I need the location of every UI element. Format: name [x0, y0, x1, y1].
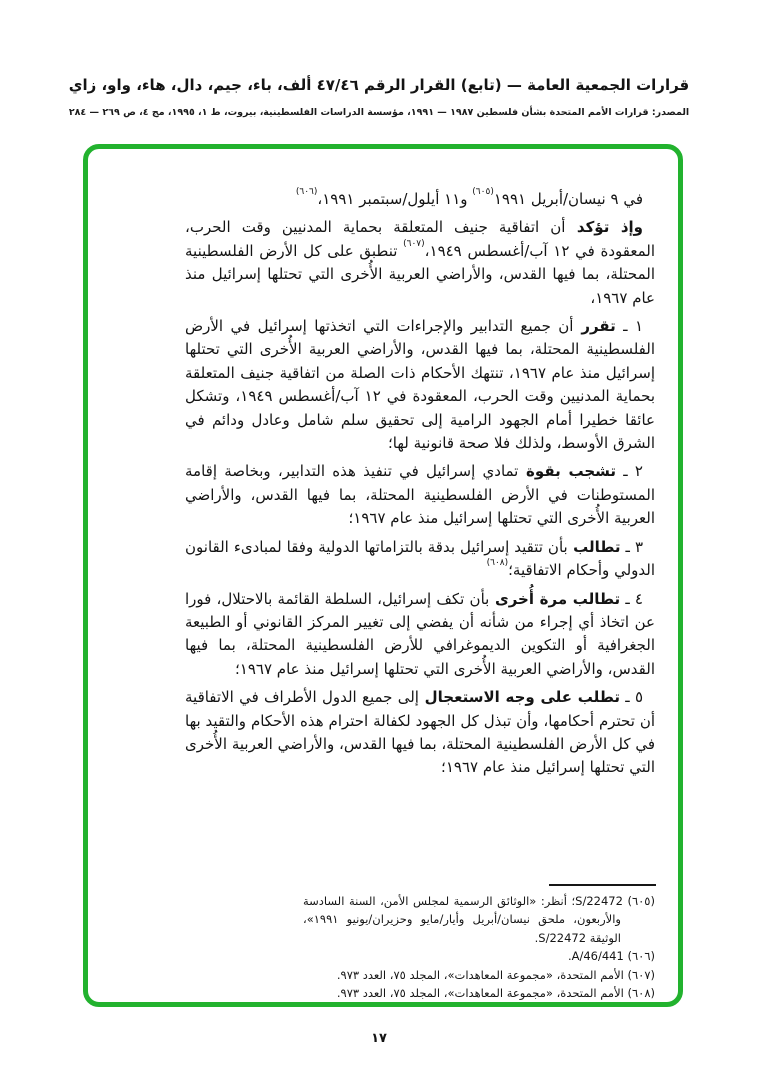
paragraph-lead: تطالب [567, 537, 621, 556]
paragraph [185, 460, 655, 530]
paragraph-text: تنطبق على كل الأرض الفلسطينية المحتلة، بما فيها القدس، والأراضي العربية الأُخرى التي تحتلها إسرائيل منذ عام ١٩٦٧، [185, 241, 655, 307]
paragraph [185, 588, 655, 682]
footnote-ref: (٦٠٨) [486, 558, 509, 569]
paragraph-text: ٥ ـ [619, 688, 643, 707]
paragraph [185, 536, 655, 583]
paragraph-lead: تقرر [573, 317, 616, 336]
footnote: (٦٠٥) S/22472؛ أنظر: «الوثائق الرسمية لمجلس الأمن، السنة السادسة والأربعون، ملحق نيسان/أبريل وأيار/مايو وحزيران/يونيو ١٩٩١»، الوثيقة S/22472. [303, 894, 655, 945]
paragraph-text: ١ ـ [615, 317, 643, 336]
footnote-ref: (٦٠٦) [295, 187, 318, 197]
paragraph-text: تمادي إسرائيل في تنفيذ هذه التدابير، وبخاصة إقامة المستوطنات في الأرض الفلسطينية المحتلة، بما فيها القدس، والأراضي العربية الأُخرى التي تحتلها إسرائيل منذ عام ١٩٦٧؛ [185, 462, 655, 528]
paragraph-text: بأن تكف إسرائيل، السلطة القائمة بالاحتلال، فورا عن اتخاذ أي إجراء من شأنه أن يفضي إلى تغيير المركز القانوني أو الطبيعة الجغرافية أو التكوين الديموغرافي للأرض الفلسطينية المحتلة، بما فيها القدس، والأراضي العربية الأُخرى التي تحتلها إسرائيل منذ عام ١٩٦٧؛ [185, 589, 655, 678]
footnote: (٦٠٨) الأمم المتحدة، «مجموعة المعاهدات»، المجلد ٧٥، العدد ٩٧٣. [336, 986, 655, 1001]
resolution-body [185, 188, 655, 785]
paragraph [185, 216, 655, 310]
paragraph-text: و١١ أيلول/سبتمبر ١٩٩١، [317, 190, 473, 208]
paragraph-lead: تطلب على وجه الاستعجال [418, 688, 620, 707]
paragraph [185, 188, 655, 211]
paragraph-text: أن جميع التدابير والإجراءات التي اتخذتها إسرائيل في الأرض الفلسطينية المحتلة، بما فيها القدس، والأراضي العربية الأُخرى التي تحتلها إسرائيل منذ عام ١٩٦٧، تنتهك الأحكام ذات الصلة من اتفاقية جنيف المتعلقة بحماية المدنيين وقت الحرب، المعقودة في ١٢ آب/أغسطس ١٩٤٩، وتشكل عائقا خطيرا أمام الجهود الرامية إلى تحقيق سلم شامل وعادل ودائم في الشرق الأوسط، ولذلك فلا صحة قانونية لها؛ [185, 317, 655, 453]
paragraph [185, 315, 655, 455]
paragraph [185, 686, 655, 780]
paragraph-text: بأن تتقيد إسرائيل بدقة بالتزاماتها الدولية وفقا لمبادىء القانون الدولي وأحكام الاتفاقية؛ [185, 537, 655, 580]
paragraph-text: ٤ ـ [620, 589, 643, 608]
footnote-list [303, 892, 655, 1002]
paragraph-text: في ٩ نيسان/أبريل ١٩٩١ [493, 190, 643, 208]
page-number: ١٧ [371, 1031, 387, 1046]
paragraph-text: ٣ ـ [620, 537, 643, 556]
paragraph-lead: وإذ تؤكد [565, 218, 643, 237]
footnote-ref: (٦٠٧) [403, 238, 425, 249]
paragraph-lead: تشجب بقوة [518, 462, 617, 481]
paragraph-lead: تطالب مرة أُخرى [489, 589, 621, 608]
paragraph-text: ٢ ـ [616, 462, 643, 481]
paragraph-text: إلى جميع الدول الأطراف في الاتفاقية أن تحترم أحكامها، وأن تبذل كل الجهود لكفالة احترام هذه الأحكام والتقيد بها في كل الأرض الفلسطينية المحتلة، بما فيها القدس، والأراضي العربية الأُخرى التي تحتلها إسرائيل منذ عام ١٩٦٧؛ [185, 688, 655, 777]
footnote-separator [549, 884, 656, 886]
footnote: (٦٠٦) A/46/441. [567, 949, 655, 964]
paragraph-text: أن اتفاقية جنيف المتعلقة بحماية المدنيين وقت الحرب، المعقودة في ١٢ آب/أغسطس ١٩٤٩، [185, 218, 655, 260]
page-header-source: المصدر: قرارات الأمم المتحدة بشأن فلسطين ١٩٨٧ — ١٩٩١، مؤسسة الدراسات الفلسطينية، بيروت، ط ١، ١٩٩٥، مج ٤، ص ٢٦٩ — ٢٨٤ [68, 107, 690, 118]
footnote-ref: (٦٠٥) [472, 187, 494, 197]
footnote: (٦٠٧) الأمم المتحدة، «مجموعة المعاهدات»، المجلد ٧٥، العدد ٩٧٣. [336, 967, 655, 982]
page-header-title: قرارات الجمعية العامة — (تابع) القرار الرقم ٤٧/٤٦ ألف، باء، جيم، دال، هاء، واو، زاي [68, 76, 690, 94]
